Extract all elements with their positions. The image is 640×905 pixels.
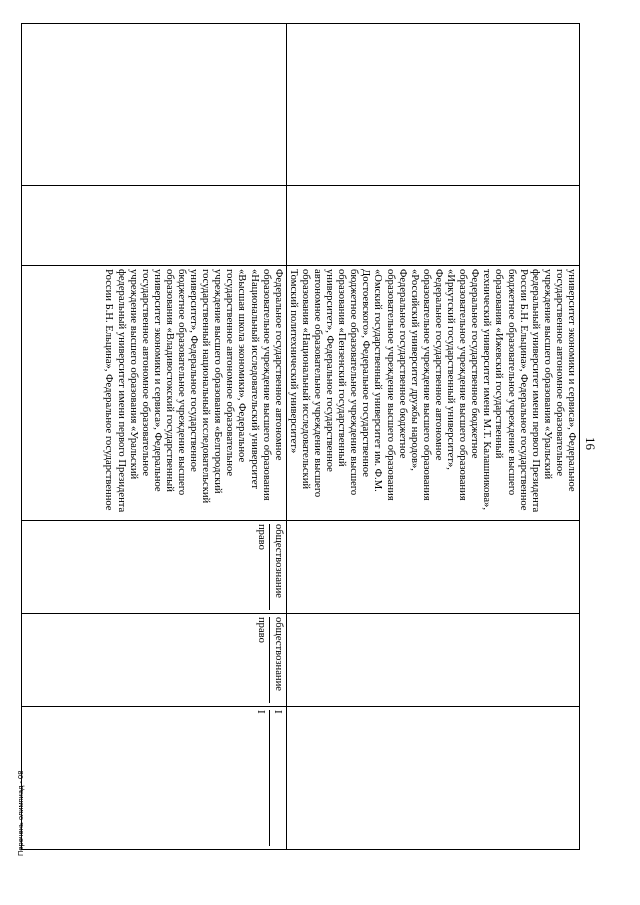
level-value: I	[269, 710, 284, 846]
page-number: 16	[583, 437, 598, 450]
empty-name-cell	[286, 186, 579, 266]
empty-fields-cell	[286, 614, 579, 707]
empty-level-cell	[286, 707, 579, 850]
field-subject: обществознание	[269, 617, 284, 703]
universities-text: Федеральное государственное автономное образовательное учреждение высшего образования «Национальный исследовательский университет «Высшая школа экономики», Федеральное государственное автономное образовательное учреждение высшего образования «Белгородский государственный национальный исследовательский университет», Федеральное государственное бюджетное образовательное учреждение высшего образования «Владивостокский государственный университет экономики и сервиса», Федеральное государственное автономное образовательное учреждение высшего образования «Уральский федеральный университет имени первого Президента России Б.Н. Ельцина», Федеральное государственное	[103, 269, 284, 513]
universities-text: университет экономики и сервиса», Федеральное государственное автономное образовательное учреждение высшего образования «Уральский федеральный университет имени первого Президента России Б.Н. Ельцина», Федеральное государственное бюджетное образовательное учреждение высшего образования «Ижевский государственный технический университет имени М.Т. Калашникова», Федеральное государственное бюджетное образовательное учреждение высшего образования «Иркутский государственный университет», Федеральное государственное автономное образовательное учреждение высшего образования «Российский университет дружбы народов», Федеральное государственное бюджетное образовательное учреждение высшего образования «Омский государственный университет им. Ф.М. Достоевского», Федеральное государственное бюджетное образовательное учреждение высшего образования «Пензенский государственный университет», Федеральное государственное автономное образовательное учреждение высшего образования «Национальный исследовательский Томский политехнический университет»	[287, 269, 577, 513]
empty-name-cell	[21, 186, 286, 266]
empty-profile-cell	[286, 521, 579, 614]
universities-cell	[286, 266, 579, 521]
level-cell	[21, 707, 286, 850]
empty-number-cell	[286, 24, 579, 186]
universities-cell	[21, 266, 286, 521]
footer-note: Перечень олимпиад - 08	[16, 770, 25, 856]
olympiad-table	[21, 23, 580, 850]
field-subject: право	[255, 617, 267, 643]
profile-subject: обществознание	[269, 524, 284, 610]
table-row	[21, 24, 286, 850]
level-value: I	[254, 710, 267, 714]
profile-subject: право	[255, 524, 267, 550]
table-row	[286, 24, 579, 850]
rotated-page	[50, 13, 630, 857]
empty-number-cell	[21, 24, 286, 186]
profile-subjects-cell	[21, 521, 286, 614]
fields-subjects-cell	[21, 614, 286, 707]
